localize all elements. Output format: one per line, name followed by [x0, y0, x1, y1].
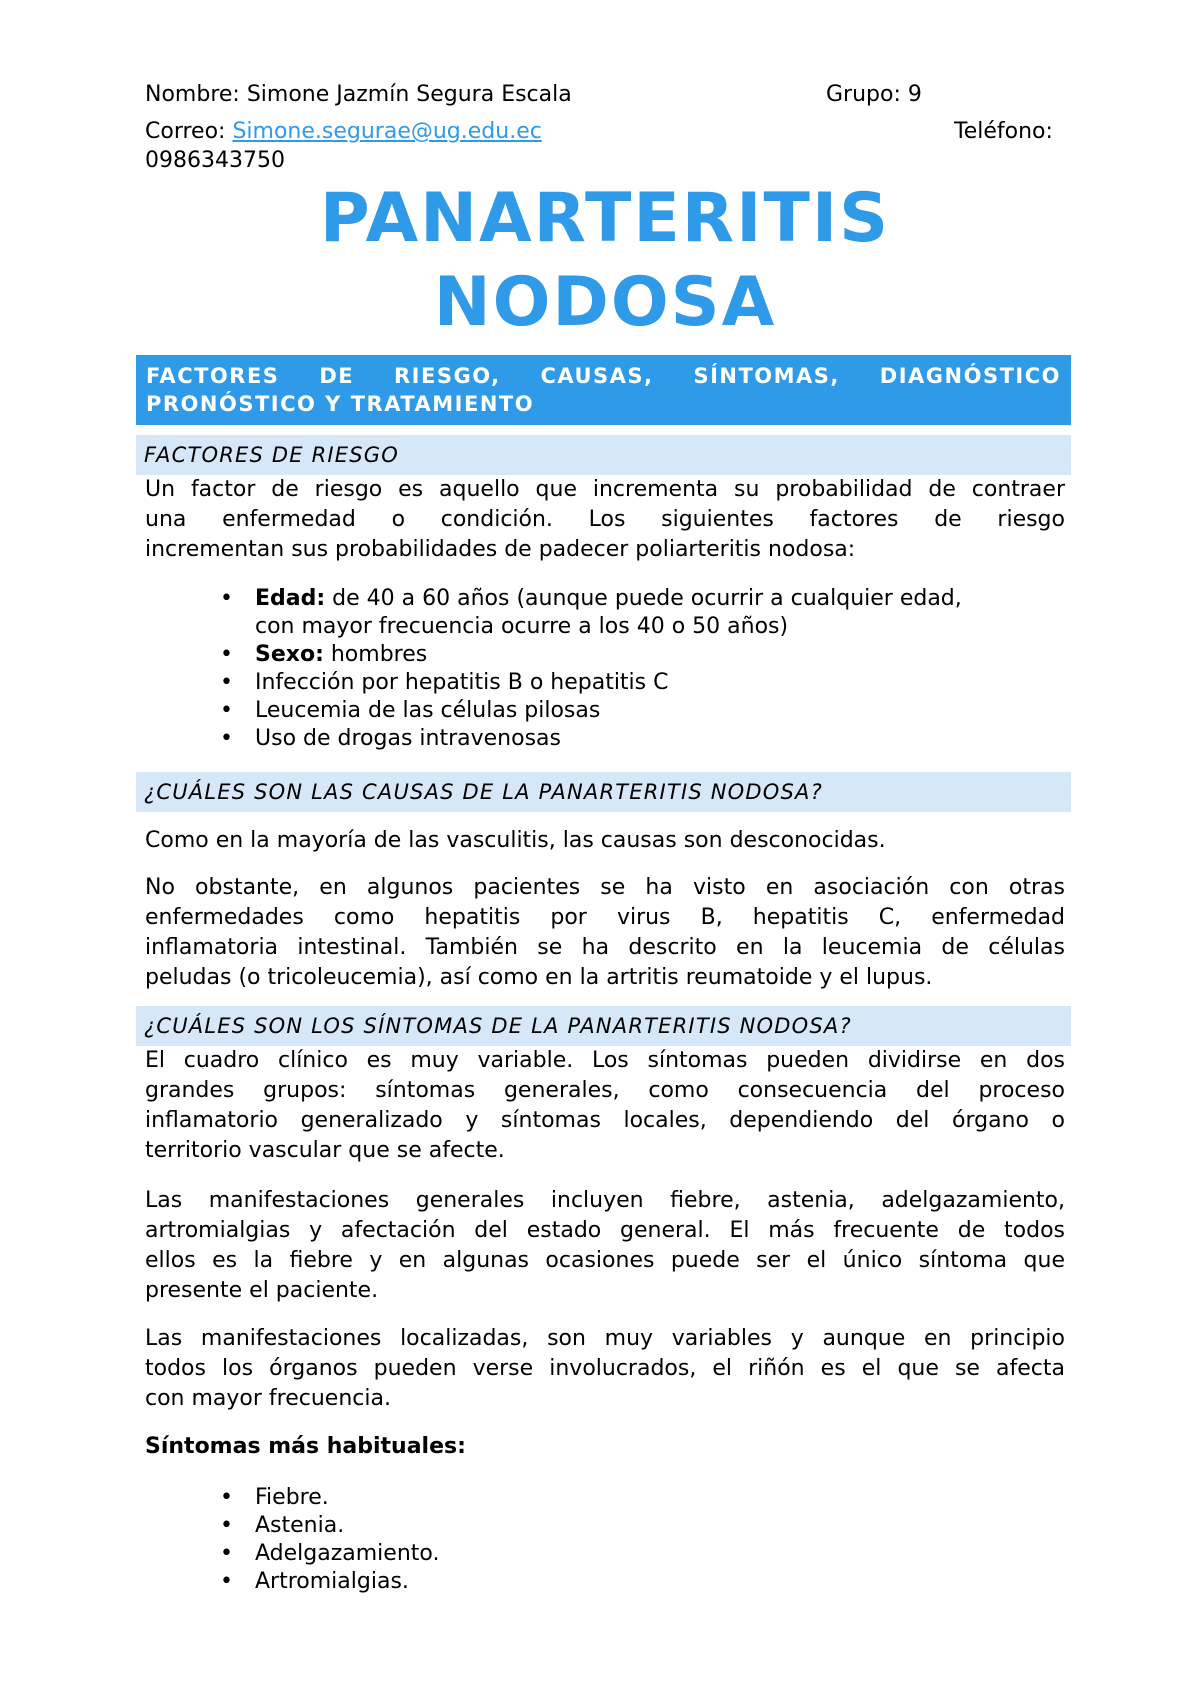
- risk-intro-paragraph: [145, 475, 1065, 565]
- risk-factors-list: [145, 585, 1065, 753]
- causes-line: inflamatoria intestinal. También se ha descrito en la leucemia de células: [145, 935, 1065, 960]
- bullet-icon: •: [220, 1569, 233, 1594]
- email-line: [145, 117, 542, 147]
- symptoms-paragraph-1: [145, 1046, 1065, 1166]
- symptoms-paragraph-2: [145, 1186, 1065, 1306]
- phone-label: Teléfono:: [954, 119, 1053, 144]
- symptoms-line: territorio vascular que se afecte.: [145, 1138, 505, 1163]
- causes-paragraph-2: [145, 873, 1065, 993]
- symptom-item-text: Astenia.: [255, 1513, 345, 1538]
- symptoms-line: todos los órganos pueden verse involucrados, el riñón es el que se afecta: [145, 1356, 1065, 1381]
- habitual-heading-text: Síntomas más habituales:: [145, 1434, 466, 1459]
- risk-intro-line: incrementan sus probabilidades de padecer poliarteritis nodosa:: [145, 537, 856, 562]
- symptoms-paragraph-3: [145, 1324, 1065, 1414]
- symptom-item-text: Artromialgias.: [255, 1569, 409, 1594]
- symptoms-line: artromialgias y afectación del estado general. El más frecuente de todos: [145, 1218, 1065, 1243]
- bullet-icon: •: [220, 1513, 233, 1538]
- causes-heading: ¿CUÁLES SON LAS CAUSAS DE LA PANARTERITIS NODOSA?: [136, 772, 1071, 812]
- list-item: [145, 1512, 1065, 1540]
- risk-item-text: hombres: [323, 642, 428, 667]
- name-value: Simone Jazmín Segura Escala: [246, 82, 572, 107]
- symptom-item-text: Adelgazamiento.: [255, 1541, 440, 1566]
- bullet-icon: •: [220, 642, 233, 667]
- page-title-line-2: NODOSA: [433, 263, 777, 342]
- symptoms-line: inflamatorio generalizado y síntomas locales, dependiendo del órgano o: [145, 1108, 1065, 1133]
- bullet-icon: •: [220, 698, 233, 723]
- group-label: Grupo:: [826, 82, 901, 107]
- symptom-item-text: Fiebre.: [255, 1485, 329, 1510]
- student-name-line: [145, 80, 572, 110]
- symptoms-line: con mayor frecuencia.: [145, 1386, 391, 1411]
- symptoms-line: Las manifestaciones localizadas, son muy variables y aunque en principio: [145, 1326, 1065, 1351]
- bullet-icon: •: [220, 1485, 233, 1510]
- risk-item-label: Sexo:: [255, 642, 324, 667]
- main-section-banner: [136, 355, 1071, 425]
- risk-intro-line: Un factor de riesgo es aquello que incrementa su probabilidad de contraer: [145, 477, 1065, 502]
- page-title-line-1: PANARTERITIS: [319, 179, 891, 258]
- list-item: [145, 697, 1065, 725]
- symptoms-line: El cuadro clínico es muy variable. Los síntomas pueden dividirse en dos: [145, 1048, 1065, 1073]
- list-item: [145, 1568, 1065, 1596]
- symptoms-line: Las manifestaciones generales incluyen fiebre, astenia, adelgazamiento,: [145, 1188, 1065, 1213]
- risk-item-label: Edad:: [255, 586, 326, 611]
- name-label: Nombre:: [145, 82, 240, 107]
- symptoms-line: ellos es la fiebre y en algunas ocasiones puede ser el único síntoma que: [145, 1248, 1065, 1273]
- phone-value: 0986343750: [145, 148, 285, 173]
- symptoms-line: presente el paciente.: [145, 1278, 379, 1303]
- risk-item-text: Leucemia de las células pilosas: [255, 698, 601, 723]
- habitual-symptoms-list: [145, 1484, 1065, 1596]
- bullet-icon: •: [220, 726, 233, 751]
- causes-line: No obstante, en algunos pacientes se ha visto en asociación con otras: [145, 875, 1065, 900]
- risk-item-text: Uso de drogas intravenosas: [255, 726, 561, 751]
- risk-item-text: Infección por hepatitis B o hepatitis C: [255, 670, 669, 695]
- list-item: [145, 641, 1065, 669]
- causes-line: Como en la mayoría de las vasculitis, las causas son desconocidas.: [145, 828, 886, 853]
- bullet-icon: •: [220, 670, 233, 695]
- causes-paragraph-1: [145, 826, 1065, 856]
- symptoms-line: grandes grupos: síntomas generales, como consecuencia del proceso: [145, 1078, 1065, 1103]
- main-banner-line-2: PRONÓSTICO Y TRATAMIENTO: [146, 392, 535, 416]
- causes-line: enfermedades como hepatitis por virus B, hepatitis C, enfermedad: [145, 905, 1065, 930]
- causes-line: peludas (o tricoleucemia), así como en la artritis reumatoide y el lupus.: [145, 965, 933, 990]
- risk-factors-heading: FACTORES DE RIESGO: [136, 435, 1071, 475]
- bullet-icon: •: [220, 586, 233, 611]
- bullet-icon: •: [220, 1541, 233, 1566]
- list-item: [145, 669, 1065, 697]
- group-value: 9: [907, 82, 922, 107]
- main-banner-line-1: FACTORES DE RIESGO, CAUSAS, SÍNTOMAS, DIAGNÓSTICO: [146, 364, 1061, 388]
- list-item: [145, 585, 1065, 641]
- risk-item-text: de 40 a 60 años (aunque puede ocurrir a cualquier edad,: [325, 586, 962, 611]
- list-item: [145, 1540, 1065, 1568]
- list-item: [145, 725, 1065, 753]
- group-line: [826, 80, 922, 110]
- risk-intro-line: una enfermedad o condición. Los siguientes factores de riesgo: [145, 507, 1065, 532]
- email-link[interactable]: Simone.segurae@ug.edu.ec: [232, 119, 542, 144]
- habitual-symptoms-heading: [145, 1432, 1065, 1462]
- symptoms-heading: ¿CUÁLES SON LOS SÍNTOMAS DE LA PANARTERITIS NODOSA?: [136, 1006, 1071, 1046]
- list-item: [145, 1484, 1065, 1512]
- email-label: Correo:: [145, 119, 226, 144]
- risk-item-text: con mayor frecuencia ocurre a los 40 o 50 años): [255, 614, 789, 639]
